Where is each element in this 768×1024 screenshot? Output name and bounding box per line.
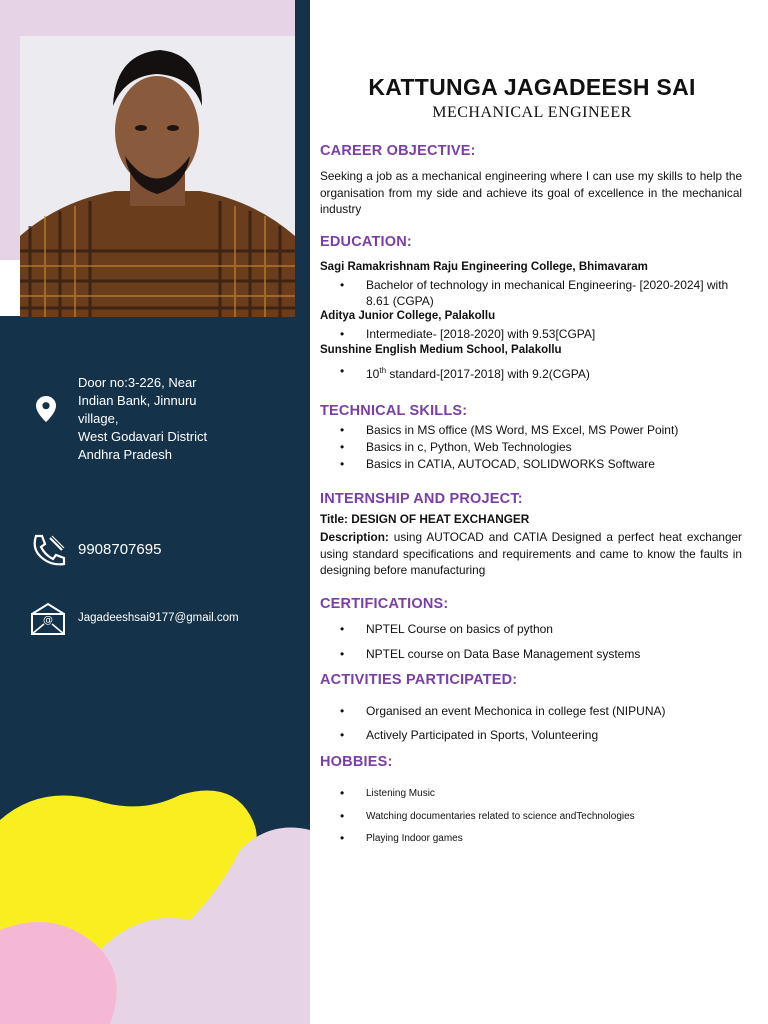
education-detail: • Bachelor of technology in mechanical Engineering- [2020-2024] with 8.61 (CGPA)	[340, 277, 742, 309]
email-icon	[30, 602, 66, 641]
internship-title: Title: DESIGN OF HEAT EXCHANGER	[320, 512, 530, 526]
education-heading: EDUCATION:	[320, 234, 412, 250]
certifications-heading: CERTIFICATIONS:	[320, 596, 449, 612]
career-heading: CAREER OBJECTIVE:	[320, 143, 476, 159]
activity-item: • Actively Participated in Sports, Volunteering	[340, 727, 742, 743]
hobbies-heading: HOBBIES:	[320, 754, 393, 770]
education-school: Aditya Junior College, Palakollu	[320, 310, 496, 322]
education-school: Sunshine English Medium School, Palakollu	[320, 344, 562, 356]
activity-item: • Organised an event Mechonica in college fest (NIPUNA)	[340, 703, 742, 719]
email-address[interactable]: Jagadeeshsai9177@gmail.com	[78, 612, 239, 624]
candidate-role: MECHANICAL ENGINEER	[432, 104, 632, 121]
address-block	[78, 374, 278, 464]
address-line: West Godavari District	[78, 429, 208, 444]
address-line: Indian Bank, Jinnuru	[78, 393, 197, 408]
skills-heading: TECHNICAL SKILLS:	[320, 403, 468, 419]
skill-item: • Basics in c, Python, Web Technologies	[340, 439, 742, 455]
address-line: Door no:3-226, Near	[78, 375, 197, 390]
location-pin-icon	[36, 396, 56, 427]
address-line: Andhra Pradesh	[78, 447, 172, 462]
skill-item: • Basics in CATIA, AUTOCAD, SOLIDWORKS Software	[340, 456, 742, 472]
education-school: Sagi Ramakrishnam Raju Engineering College, Bhimavaram	[320, 261, 648, 273]
education-detail: • Intermediate- [2018-2020] with 9.53[CGPA]	[340, 326, 742, 342]
decorative-stripe	[295, 0, 310, 318]
sidebar	[0, 0, 310, 1024]
activities-heading: ACTIVITIES PARTICIPATED:	[320, 672, 518, 688]
decorative-blobs	[0, 780, 310, 1024]
candidate-name: KATTUNGA JAGADEESH SAI	[368, 74, 696, 100]
hobby-item: • Watching documentaries related to science andTechnologies	[340, 809, 742, 825]
internship-description: Description: using AUTOCAD and CATIA Designed a perfect heat exchanger using standard specifications and requirements and came to know the faults in designing before manufacturing	[320, 530, 742, 577]
phone-icon	[30, 534, 66, 571]
education-detail: • 10th standard-[2017-2018] with 9.2(CGPA)	[340, 363, 742, 382]
skill-item: • Basics in MS office (MS Word, MS Excel, MS Power Point)	[340, 422, 742, 438]
certification-item: • NPTEL Course on basics of python	[340, 621, 742, 637]
phone-number[interactable]: 9908707695	[78, 541, 162, 558]
hobby-item: • Playing Indoor games	[340, 831, 742, 847]
career-text: Seeking a job as a mechanical engineering where I can use my skills to help the organisation from my side and achieve its goal of excellence in the mechanical industry	[320, 169, 742, 216]
internship-heading: INTERNSHIP AND PROJECT:	[320, 491, 523, 507]
svg-text:@: @	[43, 615, 53, 626]
certification-item: • NPTEL course on Data Base Management systems	[340, 646, 742, 662]
address-line: village,	[78, 411, 119, 426]
profile-photo	[20, 36, 295, 317]
hobby-item: • Listening Music	[340, 786, 742, 802]
